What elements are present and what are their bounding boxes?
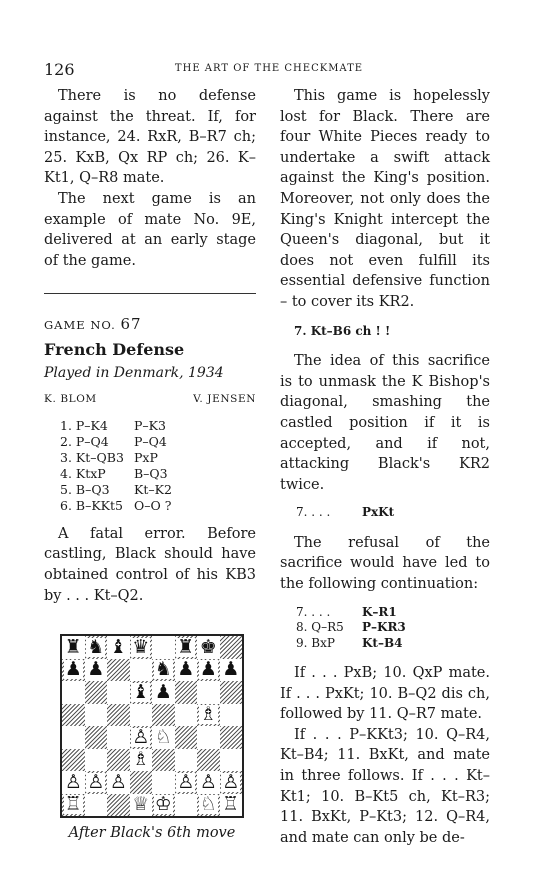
move-row — [296, 605, 490, 621]
chess-piece-icon: ♗ — [199, 703, 217, 726]
paragraph: The refusal of the sacrifice would have led to the following continuation: — [280, 534, 490, 592]
board-square — [220, 726, 243, 749]
black-move: Kt–K2 — [134, 481, 172, 497]
black-move: B–Q3 — [134, 465, 168, 481]
board-square — [107, 704, 130, 727]
board-square — [62, 681, 85, 704]
board-square — [107, 681, 130, 704]
move-row — [60, 466, 256, 482]
board-square — [152, 794, 175, 817]
board-square — [130, 681, 153, 704]
board-square — [152, 749, 175, 772]
white-move: 7. . . . — [296, 604, 331, 619]
paragraph: If . . . P–KKt3; 10. Q–R4, Kt–B4; 11. BxKt, and mate in three follows. If . . . Kt–Kt1; 10. B–Kt5 ch, Kt–R3; 11. BxKt, P–Kt3; 12. Q–R4, and mate can only be de- — [280, 726, 490, 846]
chess-piece-icon: ♙ — [132, 725, 150, 748]
paragraph: The next game is an example of mate No. 9E, delivered at an early stage of the game. — [44, 190, 256, 269]
board-square — [175, 726, 198, 749]
chess-piece-icon: ♟ — [222, 658, 240, 681]
board-square — [107, 636, 130, 659]
board-square — [175, 636, 198, 659]
chess-piece-icon: ♛ — [132, 635, 150, 658]
board-square — [220, 681, 243, 704]
move-line: 7. Kt–B6 ch ! ! — [294, 323, 391, 338]
board-square — [62, 704, 85, 727]
chess-piece-icon: ♘ — [154, 725, 172, 748]
board-square — [152, 704, 175, 727]
chess-piece-icon: ♞ — [154, 658, 172, 681]
left-column — [44, 86, 256, 844]
white-player: K. BLOM — [44, 393, 97, 406]
chess-piece-icon: ♖ — [64, 793, 82, 816]
opening-title: French Defense — [44, 339, 185, 359]
paragraph: There is no defense against the threat. If, for instance, 24. RxR, B–R7 ch; 25. KxB, Qx RP ch; 26. K–Kt1, Q–R8 mate. — [44, 88, 256, 187]
board-square — [175, 771, 198, 794]
board-square — [197, 726, 220, 749]
board-square — [62, 726, 85, 749]
board-square — [197, 704, 220, 727]
white-move: 6. B–KKt5 — [60, 497, 123, 513]
chess-piece-icon: ♘ — [199, 793, 217, 816]
chess-piece-icon: ♖ — [222, 793, 240, 816]
chess-piece-icon: ♙ — [222, 770, 240, 793]
black-move: K–R1 — [362, 604, 397, 619]
chess-piece-icon: ♚ — [199, 635, 217, 658]
board-square — [220, 659, 243, 682]
board-grid — [62, 636, 242, 816]
board-square — [175, 659, 198, 682]
board-square — [152, 659, 175, 682]
board-square — [130, 726, 153, 749]
board-square — [130, 771, 153, 794]
move-list — [60, 418, 256, 514]
board-square — [197, 681, 220, 704]
white-move: 8. Q–R5 — [296, 620, 344, 635]
board-square — [107, 726, 130, 749]
black-move: P–K3 — [134, 417, 166, 433]
game-number-value: 67 — [120, 315, 142, 334]
board-square — [197, 749, 220, 772]
white-move: 7. . . . — [296, 505, 331, 520]
chess-piece-icon: ♙ — [64, 770, 82, 793]
move-row — [296, 636, 490, 652]
black-player: V. JENSEN — [193, 393, 256, 406]
board-square — [220, 636, 243, 659]
chess-piece-icon: ♝ — [132, 680, 150, 703]
board-square — [62, 794, 85, 817]
black-move: P–Q4 — [134, 433, 167, 449]
board-square — [175, 794, 198, 817]
game-label: GAME NO. — [44, 318, 116, 333]
white-move: 9. BxP — [296, 635, 335, 650]
board-square — [107, 794, 130, 817]
move-row — [60, 450, 256, 466]
move-row — [60, 418, 256, 434]
board-square — [85, 749, 108, 772]
board-square — [62, 771, 85, 794]
board-square — [85, 681, 108, 704]
divider — [44, 293, 256, 294]
chess-piece-icon: ♔ — [154, 793, 172, 816]
move-row — [296, 620, 490, 636]
chess-piece-icon: ♙ — [177, 770, 195, 793]
board-square — [130, 636, 153, 659]
page-header — [44, 60, 494, 80]
chess-piece-icon: ♙ — [109, 770, 127, 793]
paragraph: This game is hopelessly lost for Black. There are four White Pieces ready to undertake a swift attack against the King's position. Moreover, not only does the King's Knight intercept the Queen's diagonal, but it does not even fulfill its essential defensive function – to cover its KR2. — [280, 88, 490, 310]
board-square — [220, 749, 243, 772]
running-title: THE ART OF THE CHECKMATE — [174, 63, 364, 74]
players-line — [44, 389, 256, 410]
board-square — [85, 794, 108, 817]
board-square — [130, 659, 153, 682]
board-square — [62, 636, 85, 659]
chess-piece-icon: ♞ — [87, 635, 105, 658]
move-row — [60, 482, 256, 498]
paragraph: The idea of this sacrifice is to unmask the K Bishop's diagonal, smashing the castled position if it is accepted, and if not, attacking Black's KR2 twice. — [280, 353, 490, 493]
board-square — [152, 726, 175, 749]
game-number — [44, 314, 256, 336]
board-square — [107, 771, 130, 794]
continuation-moves — [296, 605, 490, 652]
paragraph: If . . . PxB; 10. QxP mate. If . . . PxKt; 10. B–Q2 dis ch, followed by 11. Q–R7 mate. — [280, 665, 490, 723]
chess-piece-icon: ♜ — [177, 635, 195, 658]
board-square — [197, 636, 220, 659]
chess-piece-icon: ♜ — [64, 635, 82, 658]
board-square — [85, 636, 108, 659]
move-row — [60, 434, 256, 450]
move-row — [60, 498, 256, 514]
chess-piece-icon: ♟ — [64, 658, 82, 681]
black-move: PxP — [134, 449, 158, 465]
chess-piece-icon: ♟ — [154, 680, 172, 703]
page-number: 126 — [44, 60, 75, 79]
board-square — [220, 794, 243, 817]
black-move: P–KR3 — [362, 620, 406, 635]
board-square — [107, 659, 130, 682]
chess-piece-icon: ♙ — [199, 770, 217, 793]
move-line — [296, 505, 490, 521]
board-square — [130, 794, 153, 817]
board-square — [85, 659, 108, 682]
board-square — [62, 749, 85, 772]
chess-piece-icon: ♕ — [132, 793, 150, 816]
chess-piece-icon: ♝ — [109, 635, 127, 658]
chess-piece-icon: ♗ — [132, 748, 150, 771]
board-square — [85, 726, 108, 749]
board-square — [62, 659, 85, 682]
board-square — [220, 771, 243, 794]
board-square — [220, 704, 243, 727]
chess-piece-icon: ♟ — [199, 658, 217, 681]
board-square — [175, 681, 198, 704]
board-square — [197, 771, 220, 794]
board-square — [175, 749, 198, 772]
black-move: Kt–B4 — [362, 635, 403, 650]
board-square — [85, 704, 108, 727]
board-square — [152, 681, 175, 704]
board-square — [85, 771, 108, 794]
chess-piece-icon: ♙ — [87, 770, 105, 793]
white-move: 2. P–Q4 — [60, 433, 109, 449]
diagram-caption: After Black's 6th move — [68, 825, 236, 842]
chess-piece-icon: ♟ — [177, 658, 195, 681]
board-square — [197, 659, 220, 682]
right-column — [280, 86, 490, 848]
board-square — [152, 636, 175, 659]
white-move: 1. P–K4 — [60, 417, 108, 433]
paragraph: A fatal error. Before castling, Black should have obtained control of his KB3 by . . . Kt–Q2. — [44, 525, 256, 604]
chess-piece-icon: ♟ — [87, 658, 105, 681]
board-square — [107, 749, 130, 772]
white-move: 5. B–Q3 — [60, 481, 110, 497]
black-move: PxKt — [362, 505, 395, 520]
board-square — [130, 749, 153, 772]
board-square — [197, 794, 220, 817]
chess-board — [60, 634, 244, 818]
white-move: 4. KtxP — [60, 465, 106, 481]
board-square — [175, 704, 198, 727]
board-square — [130, 704, 153, 727]
black-move: O–O ? — [134, 497, 172, 513]
white-move: 3. Kt–QB3 — [60, 449, 124, 465]
board-square — [152, 771, 175, 794]
played-location: Played in Denmark, 1934 — [44, 364, 224, 381]
